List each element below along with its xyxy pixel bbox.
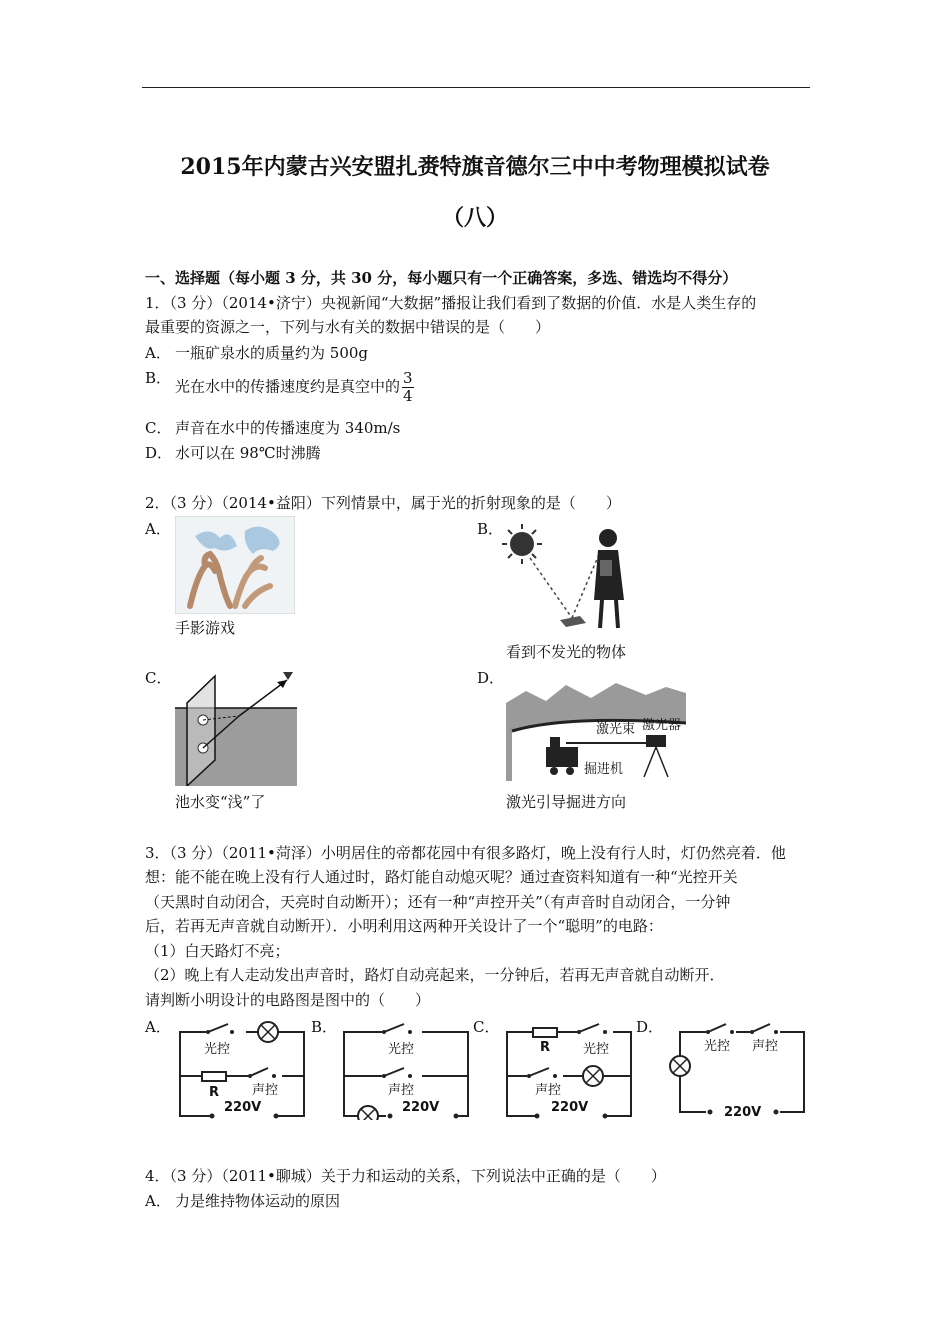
q1-option-c-text: 声音在水中的传播速度为 340m/s <box>175 419 401 437</box>
label-voltage: 220V <box>224 1100 262 1115</box>
circuit-b <box>340 1020 472 1120</box>
header-rule <box>142 87 810 88</box>
q2-option-d-caption: 激光引导掘进方向 <box>506 793 627 811</box>
hand-shadow-figure <box>175 516 295 614</box>
q1-option-c-label: C． <box>145 419 172 437</box>
q4-option-a-text: 力是维持物体运动的原因 <box>175 1192 341 1210</box>
label-voltage: 220V <box>724 1105 762 1120</box>
circuit-a <box>176 1020 308 1120</box>
paper-title: 2015年内蒙古兴安盟扎赉特旗音德尔三中中考物理模拟试卷 <box>180 154 770 180</box>
label-voltage: 220V <box>402 1100 440 1115</box>
q3-line7: 请判断小明设计的电路图是图中的（ ） <box>145 991 431 1009</box>
q1-option-a-label: A． <box>145 344 171 362</box>
fraction <box>402 370 414 405</box>
q4-option-a-label: A． <box>145 1192 171 1210</box>
laser-tunnel-figure <box>506 673 686 781</box>
q3-option-c-label: C． <box>473 1018 500 1036</box>
q1-option-a-text: 一瓶矿泉水的质量约为 500g <box>175 344 369 362</box>
label-laser-device: 激光器 <box>642 718 682 733</box>
section-heading: 一、选择题（每小题 3 分，共 30 分，每小题只有一个正确答案，多选、错选均不得分） <box>145 269 738 287</box>
q3-option-b-label: B． <box>311 1018 338 1036</box>
label-resistor: R <box>209 1085 220 1100</box>
label-sound-switch: 声控 <box>752 1039 779 1054</box>
q3-line6: （2）晚上有人走动发出声音时，路灯自动亮起来，一分钟后，若再无声音就自动断开． <box>145 966 725 984</box>
q2-option-b-caption: 看到不发光的物体 <box>506 643 627 661</box>
q3-line3: （天黑时自动闭合，天亮时自动断开）；还有一种“声控开关”（有声音时自动闭合，一分钟 <box>145 893 731 911</box>
q2-option-d-label: D． <box>477 669 505 687</box>
sun-book-girl-figure <box>500 520 650 636</box>
q3-line4: 后，若再无声音就自动断开）．小明利用这两种开关设计了一个“聪明”的电路： <box>145 917 663 935</box>
q1-option-d-text: 水可以在 98℃时沸腾 <box>175 444 321 462</box>
label-light-switch: 光控 <box>583 1042 610 1057</box>
label-voltage: 220V <box>551 1100 589 1115</box>
label-tunneling-machine: 掘进机 <box>584 762 624 777</box>
q2-option-b-label: B． <box>477 520 504 538</box>
q4-stem: 4．（3 分）（2011•聊城）关于力和运动的关系，下列说法中正确的是（ ） <box>145 1167 666 1185</box>
q1-stem-line1: 1．（3 分）（2014•济宁）央视新闻“大数据”播报让我们看到了数据的价值．水是人类生存的 <box>145 294 757 312</box>
label-light-switch: 光控 <box>704 1039 731 1054</box>
q2-option-c-label: C． <box>145 669 172 687</box>
q3-option-d-label: D． <box>636 1018 664 1036</box>
circuit-c <box>503 1020 635 1120</box>
q1-stem-line2: 最重要的资源之一，下列与水有关的数据中错误的是（ ） <box>145 318 551 336</box>
label-sound-switch: 声控 <box>252 1083 279 1098</box>
q1-option-b <box>175 370 414 405</box>
q3-line1: 3．（3 分）（2011•菏泽）小明居住的帝都花园中有很多路灯，晚上没有行人时，灯仍然亮着．他 <box>145 844 786 862</box>
fraction-denominator: 4 <box>403 387 413 405</box>
q1-option-b-text: 光在水中的传播速度约是真空中的 <box>175 377 401 396</box>
label-light-switch: 光控 <box>204 1042 231 1057</box>
label-light-switch: 光控 <box>388 1042 415 1057</box>
label-sound-switch: 声控 <box>535 1083 562 1098</box>
q3-line2: 想：能不能在晚上没有行人通过时，路灯能自动熄灭呢？通过查资料知道有一种“光控开关 <box>145 868 738 886</box>
q1-option-b-label: B． <box>145 369 172 387</box>
circuit-d <box>666 1020 808 1120</box>
label-laser-beam: 激光束 <box>596 722 636 737</box>
q1-option-d-label: D． <box>145 444 173 462</box>
paper-title-subtitle: （八） <box>441 205 508 231</box>
q2-stem: 2．（3 分）（2014•益阳）下列情景中，属于光的折射现象的是（ ） <box>145 494 621 512</box>
q2-option-a-label: A． <box>145 520 171 538</box>
label-sound-switch: 声控 <box>388 1083 415 1098</box>
pool-refraction-figure <box>175 668 297 786</box>
q3-option-a-label: A． <box>145 1018 171 1036</box>
q2-option-c-caption: 池水变“浅”了 <box>175 793 266 811</box>
fraction-numerator: 3 <box>403 369 413 387</box>
q3-line5: （1）白天路灯不亮； <box>145 942 290 960</box>
label-resistor: R <box>540 1040 551 1055</box>
q2-option-a-caption: 手影游戏 <box>175 619 236 637</box>
